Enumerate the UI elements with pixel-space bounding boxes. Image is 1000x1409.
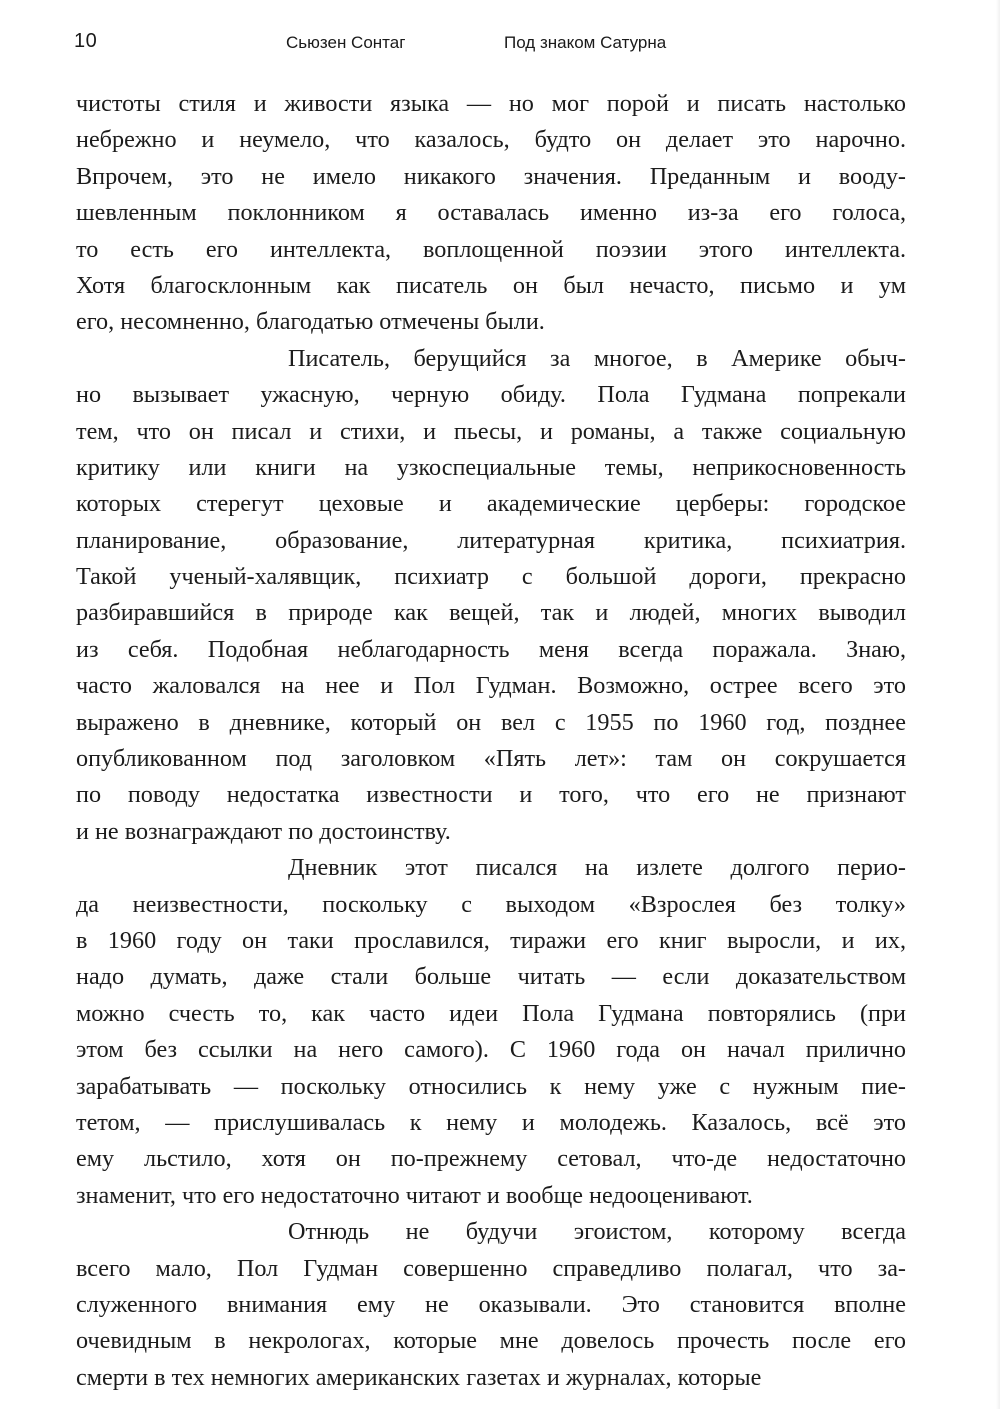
text-line: шевленным поклонником я оставалась именно из-за его голоса, (76, 199, 906, 227)
running-head-author: Сьюзен Сонтаг (286, 33, 406, 52)
text-line: смерти в тех немногих американских газетах и журналах, которые (76, 1363, 762, 1391)
paragraph (76, 86, 906, 341)
paragraph (76, 341, 906, 850)
text-line: чистоты стиля и живости языка — но мог порой и писать настолько (76, 90, 906, 117)
body-text (76, 86, 906, 1396)
text-line: выражено в дневнике, который он вел с 1955 по 1960 год, позднее (76, 708, 906, 736)
text-line: служенного внимания ему не оказывали. Это становится вполне (76, 1290, 906, 1318)
page-edge (996, 0, 1000, 1409)
paragraph (76, 850, 906, 1214)
text-line: знаменит, что его недостаточно читают и вообще недооценивают. (76, 1181, 753, 1209)
text-line: его, несомненно, благодатью отмечены были. (76, 308, 545, 336)
text-line: тетом, — прислушивалась к нему и молодежь. Казалось, всё это (76, 1108, 906, 1136)
text-line: критику или книги на узкоспециальные темы, неприкосновенность (76, 453, 906, 481)
text-line: которых стерегут цеховые и академические церберы: городское (76, 490, 906, 518)
text-line: разбиравшийся в природе как вещей, так и людей, многих выводил (76, 599, 906, 627)
text-line: из себя. Подобная неблагодарность меня всегда поражала. Знаю, (76, 635, 906, 663)
page-number: 10 (74, 30, 98, 52)
text-line: Дневник этот писался на излете долгого перио- (288, 854, 906, 882)
text-line: очевидным в некрологах, которые мне довелось прочесть после его (76, 1327, 906, 1355)
text-line: этом без ссылки на него самого). С 1960 года он начал прилично (76, 1036, 906, 1064)
text-line: Писатель, берущийся за многое, в Америке обыч- (288, 344, 906, 372)
text-line: всего мало, Пол Гудман совершенно справедливо полагал, что за- (76, 1254, 906, 1282)
text-line: планирование, образование, литературная критика, психиатрия. (76, 526, 906, 554)
running-header (74, 30, 910, 56)
paragraph (76, 1214, 906, 1396)
text-line: можно счесть то, как часто идеи Пола Гудмана повторялись (при (76, 999, 906, 1027)
text-line: в 1960 году он таки прославился, тиражи его книг выросли, и их, (76, 926, 906, 954)
text-line: по поводу недостатка известности и того, что его не признают (76, 781, 906, 809)
text-line: тем, что он писал и стихи, и пьесы, и романы, а также социальную (76, 417, 906, 445)
text-line: надо думать, даже стали больше читать — если доказательством (76, 963, 906, 991)
text-line: да неизвестности, поскольку с выходом «Взрослея без толку» (76, 890, 906, 918)
text-line: но вызывает ужасную, черную обиду. Пола Гудмана попрекали (76, 381, 906, 409)
text-line: опубликованном под заголовком «Пять лет»: там он сокрушается (76, 745, 906, 773)
text-line: то есть его интеллекта, воплощенной поэзии этого интеллекта. (76, 235, 906, 263)
text-line: небрежно и неумело, что казалось, будто он делает это нарочно. (76, 126, 906, 154)
text-line: и не вознаграждают по достоинству. (76, 817, 451, 845)
running-head-title: Под знаком Сатурна (504, 33, 667, 52)
text-line: зарабатывать — поскольку относились к нему уже с нужным пие- (76, 1072, 906, 1100)
text-line: Отнюдь не будучи эгоистом, которому всегда (288, 1218, 906, 1246)
text-line: ему льстило, хотя он по-прежнему сетовал, что-де недостаточно (76, 1145, 906, 1173)
text-line: Впрочем, это не имело никакого значения. Преданным и вооду- (76, 162, 906, 190)
text-line: Хотя благосклонным как писатель он был нечасто, письмо и ум (76, 271, 906, 299)
text-line: часто жаловался на нее и Пол Гудман. Возможно, острее всего это (76, 672, 906, 700)
text-line: Такой ученый-халявщик, психиатр с большой дороги, прекрасно (76, 563, 906, 591)
